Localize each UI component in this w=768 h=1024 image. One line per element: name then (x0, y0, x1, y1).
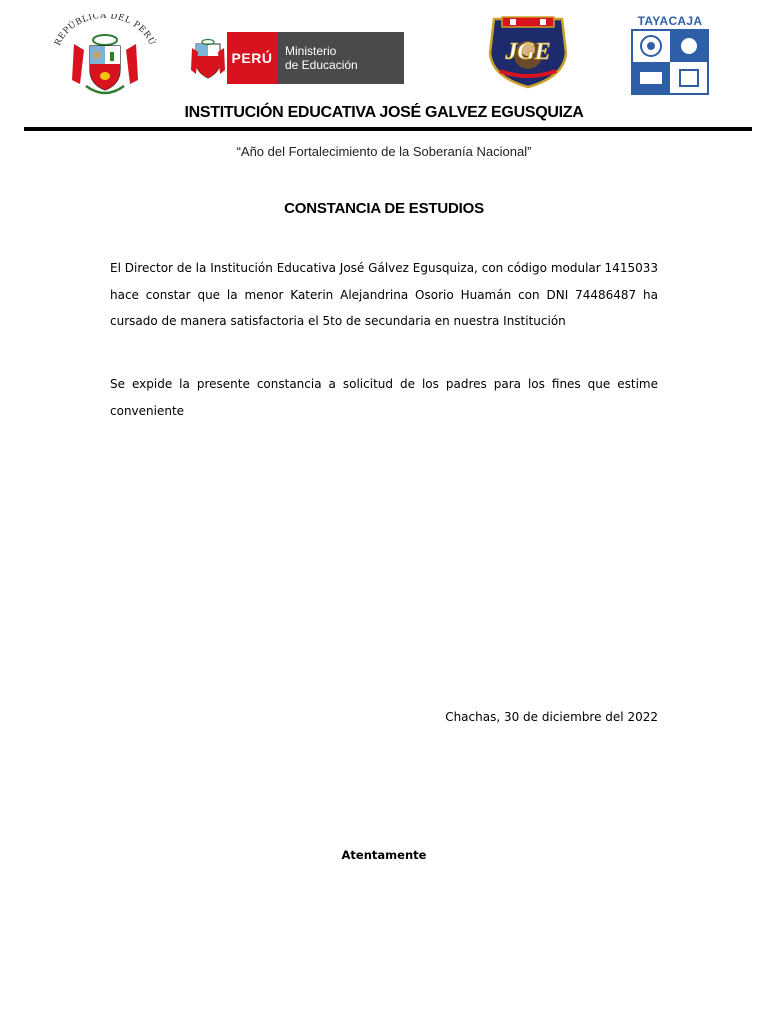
school-name-heading: INSTITUCIÓN EDUCATIVA JOSÉ GALVEZ EGUSQUIZA (184, 104, 584, 121)
certificate-paragraph-1: El Director de la Institución Educativa José Gálvez Egusquiza, con código modular 1415033 hace constar que la menor Katerin Alejandrina Osorio Huamán con DNI 74486487 ha cursado de manera satisfactoria el 5to de secundaria en nuestra Institución (110, 261, 658, 329)
place-and-date: Chachas, 30 de diciembre del 2022 (445, 710, 658, 724)
peru-shield-icon (190, 38, 226, 80)
escudo-arc-text: REPÚBLICA DEL PERÚ (53, 14, 157, 48)
jge-school-badge-logo (486, 13, 570, 89)
document-title: CONSTANCIA DE ESTUDIOS (284, 200, 484, 217)
peru-coat-of-arms-logo (50, 14, 160, 98)
jge-badge-icon (486, 13, 570, 89)
certificate-paragraph-2: Se expide la presente constancia a solicitud de los padres para los fines que estime conveniente (110, 377, 658, 418)
year-motto: “Año del Fortalecimiento de la Soberanía Nacional” (236, 144, 532, 159)
svg-text:REPÚBLICA DEL PERÚ (53, 14, 159, 47)
header-divider (24, 127, 752, 131)
jge-badge-text: JGE (505, 39, 551, 65)
minedu-line-1: Ministerio (285, 44, 337, 58)
closing-salutation: Atentamente (341, 848, 427, 862)
ministerio-educacion-logo (190, 32, 404, 84)
tayacaja-title: TAYACAJA (637, 14, 703, 28)
coat-of-arms-icon (50, 14, 160, 98)
minedu-ministry-label (277, 32, 404, 84)
tayacaja-logo (628, 14, 712, 96)
minedu-line-2: de Educación (285, 58, 358, 72)
tayacaja-shield-icon (630, 28, 710, 96)
minedu-country-label: PERÚ (227, 32, 277, 84)
